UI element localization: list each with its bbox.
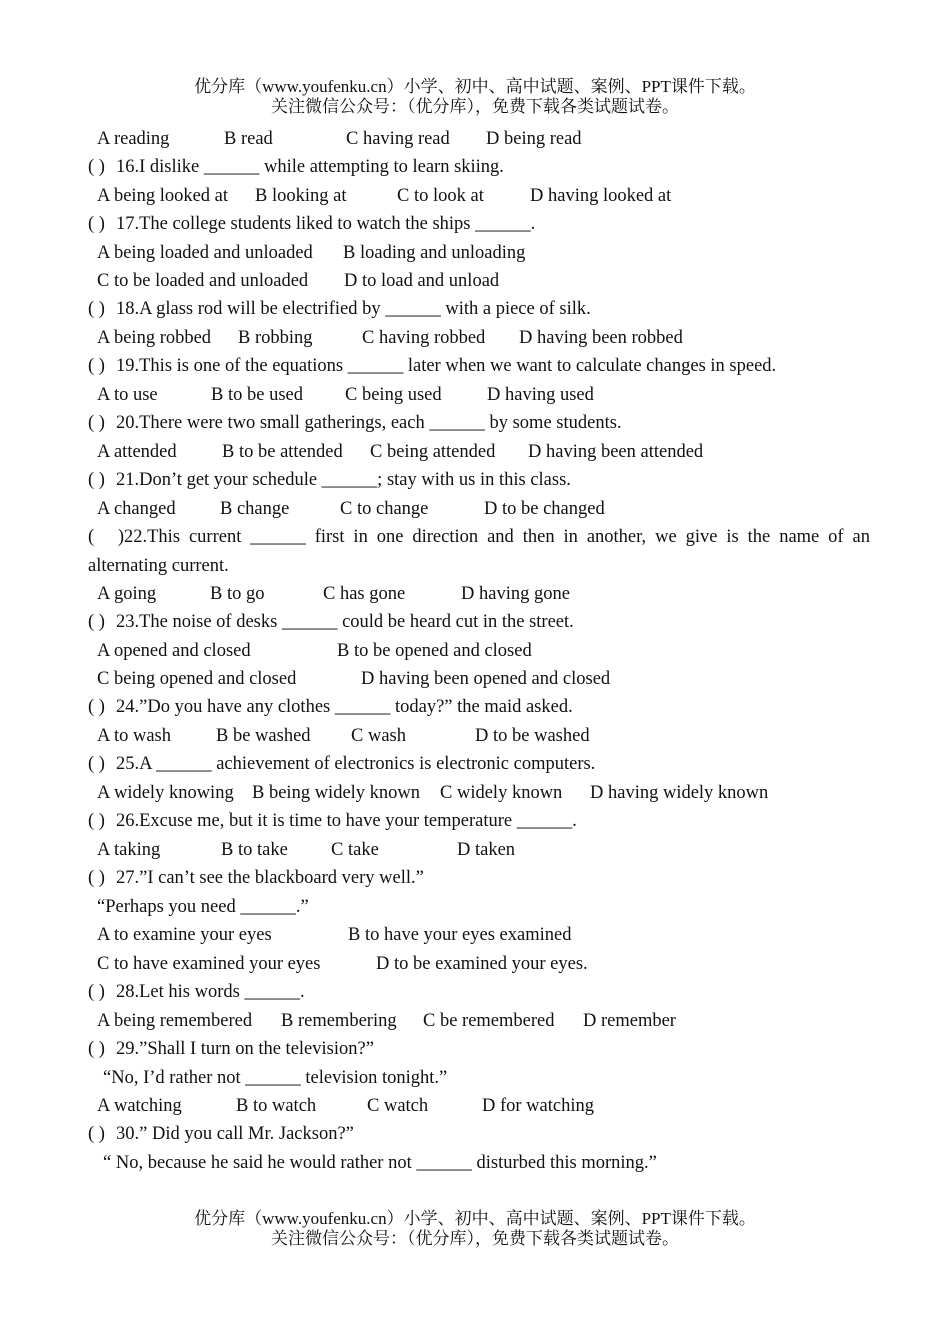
option-b: B to have your eyes examined	[348, 925, 572, 945]
option-a: A attended	[97, 442, 177, 462]
footer-line-2: 关注微信公众号：（优分库），免费下载各类试题试卷。	[271, 1229, 679, 1248]
question-28	[88, 978, 305, 1006]
answer-blank: ( )	[88, 356, 105, 376]
option-b: B to be attended	[222, 442, 343, 462]
option-a: A changed	[97, 499, 176, 519]
question-30	[88, 1120, 354, 1148]
option-d: D having widely known	[590, 783, 769, 803]
question-text: 23.The noise of desks ______ could be heard cut in the street.	[116, 612, 574, 632]
question-text: 21.Don’t get your schedule ______; stay with us in this class.	[116, 470, 571, 490]
answer-blank: ( )	[88, 413, 105, 433]
question-21	[88, 466, 571, 494]
option-d: D to be washed	[475, 726, 590, 746]
option-d: D having been opened and closed	[361, 669, 611, 689]
option-a: A reading	[97, 129, 170, 149]
option-b: B looking at	[255, 186, 347, 206]
question-text: 30.” Did you call Mr. Jackson?”	[116, 1124, 354, 1144]
question-text: 25.A ______ achievement of electronics is electronic computers.	[116, 754, 596, 774]
option-b: B to watch	[236, 1096, 317, 1116]
question-text: 17.The college students liked to watch the ships ______.	[116, 214, 536, 234]
question-29	[88, 1035, 374, 1063]
option-c: C to look at	[397, 186, 484, 206]
footer-line-1: 优分库（www.youfenku.cn）小学、初中、高中试题、案例、PPT课件下载。	[194, 1209, 756, 1228]
question-25	[88, 750, 595, 778]
option-b: B to be used	[211, 385, 303, 405]
question-23	[88, 608, 574, 636]
question-text: 26.Excuse me, but it is time to have your temperature ______.	[116, 811, 577, 831]
question-19	[88, 352, 776, 380]
option-d: D having been robbed	[519, 328, 683, 348]
option-b: B robbing	[238, 328, 313, 348]
question-18	[88, 295, 591, 323]
answer-blank: ( )	[88, 811, 105, 831]
option-d: D having used	[487, 385, 594, 405]
option-b: B remembering	[281, 1011, 397, 1031]
question-26	[88, 807, 577, 835]
option-a: A opened and closed	[97, 641, 251, 661]
question-29-reply: “No, I’d rather not ______ television tonight.”	[103, 1068, 448, 1088]
option-c: C take	[331, 840, 379, 860]
option-c: C to have examined your eyes	[97, 954, 321, 974]
question-30-reply: “ No, because he said he would rather not ______ disturbed this morning.”	[103, 1153, 657, 1173]
option-c: C widely known	[440, 783, 563, 803]
page-header	[0, 77, 950, 117]
option-d: D having looked at	[530, 186, 672, 206]
option-d: D to be changed	[484, 499, 605, 519]
option-a: A to examine your eyes	[97, 925, 272, 945]
answer-blank: ( )	[88, 157, 105, 177]
option-d: D for watching	[482, 1096, 594, 1116]
option-d: D having gone	[461, 584, 570, 604]
answer-blank: ( )	[88, 299, 105, 319]
question-16	[88, 153, 504, 181]
option-d: D being read	[486, 129, 582, 149]
option-d: D to load and unload	[344, 271, 500, 291]
answer-blank: ( )	[88, 1039, 105, 1059]
question-text: 27.”I can’t see the blackboard very well.”	[116, 868, 424, 888]
option-b: B be washed	[216, 726, 311, 746]
answer-blank: ( )	[88, 470, 105, 490]
option-c: C being used	[345, 385, 442, 405]
question-17	[88, 210, 535, 238]
option-d: D taken	[457, 840, 516, 860]
option-c: C having read	[346, 129, 450, 149]
question-text: 28.Let his words ______.	[116, 982, 305, 1002]
question-22-continued: alternating current.	[88, 556, 229, 576]
page-footer	[0, 1209, 950, 1249]
option-c: C being attended	[370, 442, 496, 462]
option-a: A being loaded and unloaded	[97, 243, 313, 263]
option-c: C to change	[340, 499, 429, 519]
option-a: A being robbed	[97, 328, 212, 348]
question-22	[88, 523, 870, 551]
option-a: A to wash	[97, 726, 171, 746]
header-line-1: 优分库（www.youfenku.cn）小学、初中、高中试题、案例、PPT课件下载。	[194, 77, 756, 96]
question-27-reply: “Perhaps you need ______.”	[97, 897, 309, 917]
question-text: 19.This is one of the equations ______ later when we want to calculate changes in speed.	[116, 356, 777, 376]
question-text: 22.This current ______ first in one direction and then in another, we give is the name of an	[124, 527, 870, 547]
answer-blank: ( )	[88, 982, 105, 1002]
option-c: C has gone	[323, 584, 406, 604]
question-text: 29.”Shall I turn on the television?”	[116, 1039, 374, 1059]
option-d: D remember	[583, 1011, 676, 1031]
question-text: 20.There were two small gatherings, each ______ by some students.	[116, 413, 622, 433]
question-24	[88, 693, 573, 721]
answer-blank: ( )	[88, 1124, 105, 1144]
answer-blank: ( )	[88, 697, 105, 717]
option-c: C wash	[351, 726, 406, 746]
answer-blank: ( )	[88, 612, 105, 632]
option-b: B to be opened and closed	[337, 641, 532, 661]
answer-blank: ( )	[88, 754, 105, 774]
question-text: 18.A glass rod will be electrified by ______ with a piece of silk.	[116, 299, 591, 319]
option-b: B change	[220, 499, 290, 519]
option-a: A watching	[97, 1096, 182, 1116]
option-d: D to be examined your eyes.	[376, 954, 588, 974]
option-c: C being opened and closed	[97, 669, 297, 689]
question-27	[88, 864, 424, 892]
option-a: A being looked at	[97, 186, 229, 206]
header-line-2: 关注微信公众号：（优分库），免费下载各类试题试卷。	[271, 97, 679, 116]
option-a: A to use	[97, 385, 158, 405]
option-d: D having been attended	[528, 442, 704, 462]
option-b: B to take	[221, 840, 288, 860]
question-text: 16.I dislike ______ while attempting to learn skiing.	[116, 157, 504, 177]
answer-blank: ( )	[88, 214, 105, 234]
option-b: B loading and unloading	[343, 243, 526, 263]
option-c: C be remembered	[423, 1011, 555, 1031]
option-c: C to be loaded and unloaded	[97, 271, 309, 291]
option-c: C watch	[367, 1096, 429, 1116]
option-a: A being remembered	[97, 1011, 253, 1031]
option-a: A taking	[97, 840, 161, 860]
question-text: 24.”Do you have any clothes ______ today?” the maid asked.	[116, 697, 573, 717]
option-a: A going	[97, 584, 157, 604]
option-c: C having robbed	[362, 328, 486, 348]
option-b: B to go	[210, 584, 265, 604]
option-b: B read	[224, 129, 273, 149]
option-a: A widely knowing	[97, 783, 234, 803]
answer-blank: ( )	[88, 527, 124, 547]
answer-blank: ( )	[88, 868, 105, 888]
option-b: B being widely known	[252, 783, 421, 803]
question-20	[88, 409, 622, 437]
